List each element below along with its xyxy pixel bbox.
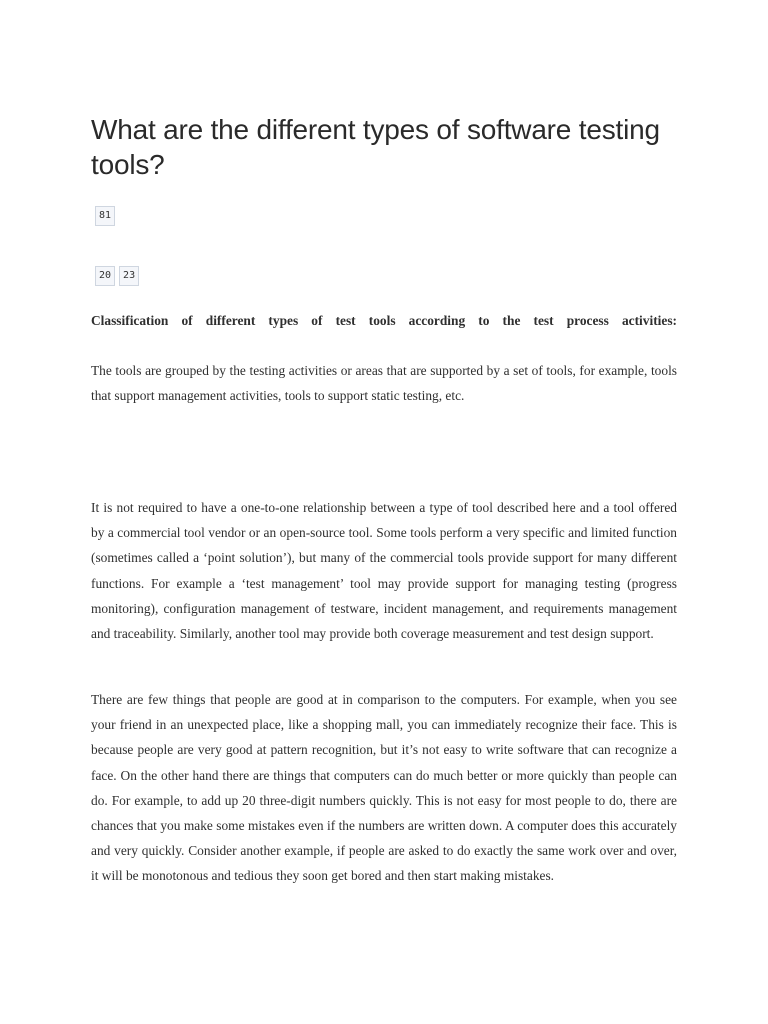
badge-row-bottom — [95, 266, 139, 286]
count-badge: 81 — [95, 206, 115, 226]
document-page — [91, 112, 677, 884]
paragraph-people-vs-computers: There are few things that people are good at in comparison to the computers. For example, when you see your friend in an unexpected place, like a shopping mall, you can immediately recognize their face. This is because people are very good at pattern recognition, but it’s not easy to write software that can recognize a face. On the other hand there are things that computers can do much better or more quickly than people can do. For example, to add up 20 three-digit numbers quickly. This is not easy for most people to do, there are chances that you make some mistakes even if the numbers are written down. A computer does this accurately and very quickly. Consider another example, if people are asked to do exactly the same work over and over, it will be monotonous and tedious they soon get bored and then start making mistakes. — [91, 692, 677, 884]
page-title: What are the different types of software testing tools? — [91, 114, 660, 180]
count-badge: 23 — [119, 266, 139, 286]
count-badge: 20 — [95, 266, 115, 286]
badge-row-top — [95, 206, 115, 226]
classification-heading: Classification of different types of test tools according to the test process activities: — [91, 313, 677, 328]
paragraph-tool-relationship: It is not required to have a one-to-one relationship between a type of tool described here and a tool offered by a commercial tool vendor or an open-source tool. Some tools perform a very specific and limited function (sometimes called a ‘point solution’), but many of the commercial tools provide support for many different functions. For example a ‘test management’ tool may provide support for managing testing (progress monitoring), configuration management of testware, incident management, and requirements management and traceability. Similarly, another tool may provide both coverage measurement and test design support. — [91, 500, 677, 642]
paragraph-tools-grouping: The tools are grouped by the testing activities or areas that are supported by a set of tools, for example, tools that support management activities, tools to support static testing, etc. — [91, 363, 677, 404]
